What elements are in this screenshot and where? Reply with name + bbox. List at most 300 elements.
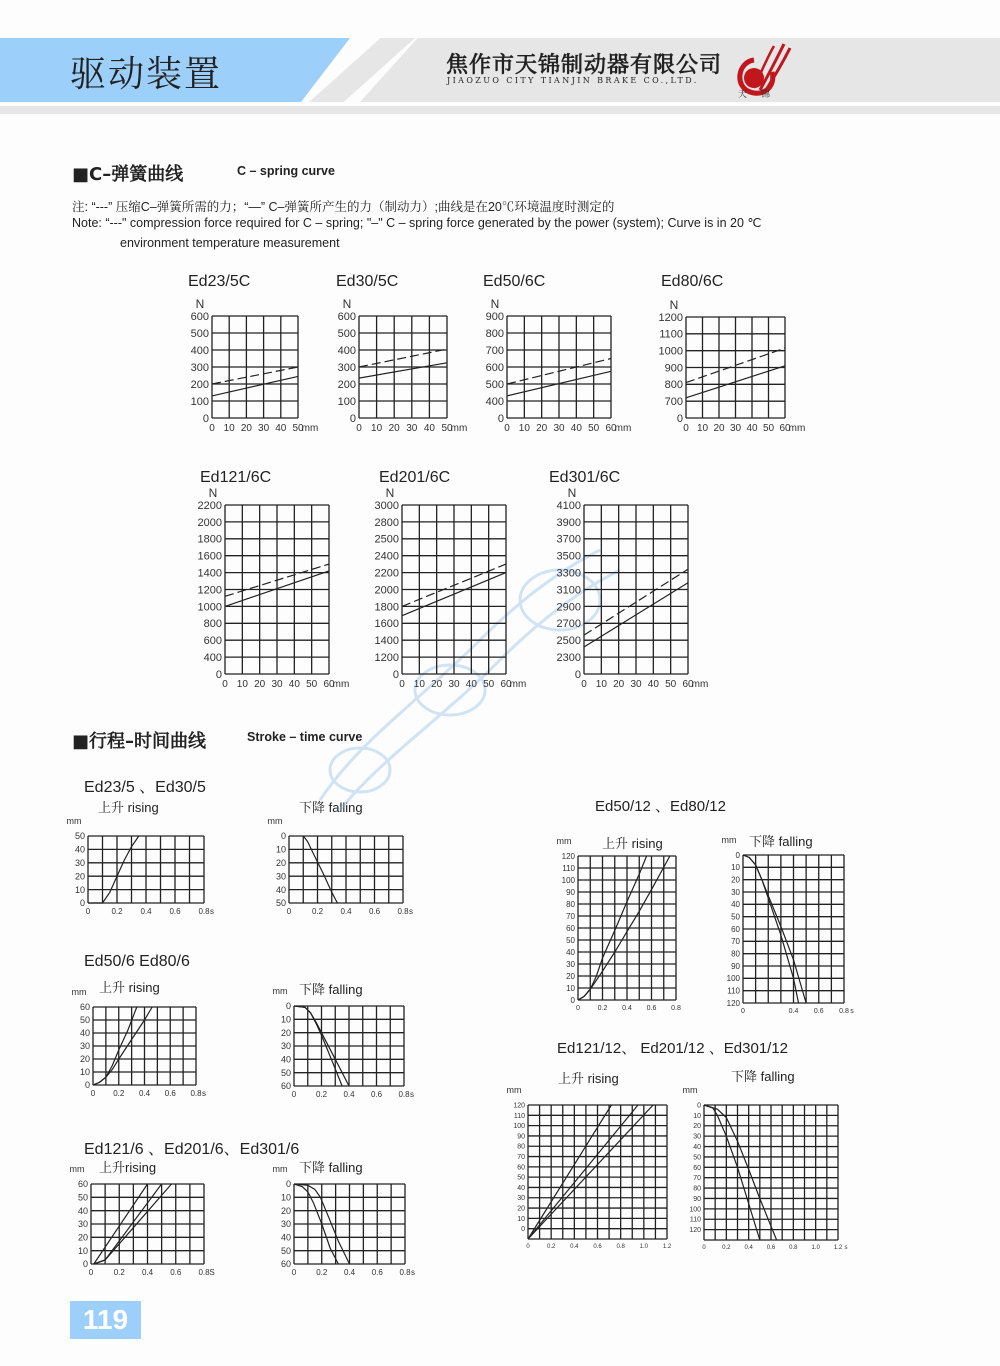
y-tick-label: 70	[731, 937, 740, 947]
rising-label: 上升 rising	[98, 800, 159, 815]
x-tick-label: 0	[286, 907, 292, 916]
y-tick-label: 50	[731, 912, 740, 922]
y-tick-label: 10	[731, 863, 740, 873]
x-tick-label: 40	[465, 679, 477, 690]
x-axis-label: s	[409, 907, 413, 916]
y-tick-label: 40	[693, 1143, 701, 1151]
x-tick-label: 1.2	[833, 1245, 843, 1251]
y-axis-label: mm	[267, 816, 283, 826]
falling-label: 下降 falling	[731, 1069, 795, 1084]
x-tick-label: 30	[729, 423, 742, 434]
y-tick-label: 40	[74, 844, 85, 855]
y-tick-label: 0	[521, 1226, 525, 1234]
y-tick-label: 0	[392, 668, 399, 681]
group-title: Ed121/6 、Ed201/6、Ed301/6	[84, 1141, 300, 1158]
y-tick-label: 2000	[197, 516, 222, 529]
x-tick-label: 10	[371, 423, 383, 434]
y-tick-label: 100	[513, 1123, 525, 1131]
y-axis-label: mm	[69, 1164, 85, 1174]
y-tick-label: 600	[485, 361, 504, 374]
y-tick-label: 40	[566, 947, 575, 957]
x-tick-label: 0	[702, 1245, 706, 1251]
x-axis-label: mm	[332, 679, 350, 690]
y-axis-label: mm	[272, 1164, 288, 1174]
y-tick-label: 60	[280, 1259, 291, 1270]
x-tick-label: 40	[647, 679, 659, 690]
x-tick-label: 0.2	[113, 1089, 125, 1098]
chart-spring-ed50	[486, 297, 632, 434]
y-tick-label: 2500	[374, 533, 399, 546]
chart-st-ed23-fall	[268, 816, 414, 916]
y-tick-label: 30	[693, 1133, 701, 1141]
y-axis-label: N	[567, 486, 577, 500]
x-tick-label: 60	[323, 679, 335, 690]
x-tick-label: 0	[222, 679, 228, 690]
y-tick-label: 2000	[374, 584, 399, 597]
y-tick-label: 60	[517, 1164, 525, 1172]
y-tick-label: 10	[566, 983, 575, 993]
y-tick-label: 120	[689, 1227, 701, 1235]
y-tick-label: 30	[280, 1041, 291, 1052]
y-tick-label: 20	[74, 871, 85, 882]
chart-st-ed121-12-rise	[507, 1085, 672, 1250]
series-line	[359, 363, 447, 378]
y-tick-label: 0	[735, 850, 740, 860]
x-tick-label: 20	[431, 679, 443, 690]
group-title: Ed23/5 、Ed30/5	[84, 779, 206, 796]
y-tick-label: 0	[79, 898, 85, 909]
y-tick-label: 50	[280, 1067, 291, 1078]
x-axis-label: mm	[509, 679, 527, 690]
y-axis-label: mm	[66, 816, 82, 826]
y-tick-label: 30	[74, 857, 85, 868]
chart-spring-ed30	[338, 297, 468, 434]
y-tick-label: 100	[561, 875, 575, 885]
chart-title: Ed121/6C	[200, 469, 272, 486]
y-tick-label: 2900	[556, 601, 581, 614]
y-tick-label: 60	[79, 1002, 90, 1013]
y-tick-label: 3000	[374, 499, 399, 512]
x-tick-label: 0	[85, 907, 91, 916]
falling-label: 下降 falling	[749, 834, 813, 849]
chart-title: Ed301/6C	[549, 469, 621, 486]
y-tick-label: 50	[275, 898, 286, 909]
x-axis-label: S	[209, 1268, 215, 1277]
x-tick-label: 0.8	[839, 1008, 849, 1015]
x-tick-label: 1.0	[811, 1245, 820, 1251]
y-tick-label: 40	[77, 1205, 88, 1216]
y-tick-label: 10	[693, 1112, 701, 1120]
x-tick-label: 0	[526, 1244, 530, 1250]
group-title: Ed50/12 、Ed80/12	[595, 798, 726, 815]
y-tick-label: 50	[79, 1015, 90, 1026]
x-tick-label: 50	[665, 679, 677, 690]
x-tick-label: 50	[588, 423, 600, 434]
x-tick-label: 1.0	[639, 1244, 649, 1250]
x-tick-label: 0	[741, 1008, 745, 1015]
x-tick-label: 0.4	[138, 1089, 151, 1098]
x-tick-label: 0.2	[113, 1268, 125, 1277]
y-tick-label: 80	[566, 899, 575, 909]
y-axis-label: N	[385, 486, 395, 500]
x-tick-label: 0.8	[398, 1090, 410, 1099]
y-axis-label: mm	[71, 987, 87, 997]
y-tick-label: 90	[731, 961, 740, 971]
x-tick-label: 10	[595, 679, 607, 690]
page-number: 119	[70, 1301, 141, 1339]
chart-st-ed121-fall	[273, 1164, 416, 1277]
y-tick-label: 3300	[556, 567, 581, 580]
x-tick-label: 10	[696, 423, 709, 434]
y-tick-label: 0	[202, 412, 209, 425]
y-tick-label: 0	[349, 412, 356, 425]
x-tick-label: 0.2	[597, 1005, 608, 1012]
y-tick-label: 60	[566, 923, 575, 933]
y-tick-label: 20	[731, 875, 740, 885]
series-line	[212, 376, 298, 396]
y-tick-label: 3500	[556, 550, 581, 563]
section-title-spring-curve: ■C–弹簧曲线	[72, 164, 184, 185]
series-line	[359, 349, 447, 367]
y-axis-label: mm	[682, 1085, 698, 1095]
chart-spring-ed121	[198, 486, 350, 690]
y-axis-label: N	[208, 486, 218, 500]
y-tick-label: 500	[190, 327, 209, 340]
x-tick-label: 0.4	[570, 1244, 579, 1250]
x-tick-label: 30	[271, 679, 283, 690]
x-tick-label: 40	[275, 423, 287, 434]
y-tick-label: 2500	[556, 635, 581, 648]
x-tick-label: 40	[288, 679, 300, 690]
y-tick-label: 1100	[659, 328, 683, 341]
y-axis-label: N	[669, 298, 679, 312]
x-tick-label: 40	[570, 423, 582, 434]
x-tick-label: 0.8	[671, 1005, 681, 1012]
y-tick-label: 0	[215, 668, 222, 681]
x-tick-label: 0.8	[198, 907, 210, 916]
x-tick-label: 0.6	[368, 907, 381, 916]
x-tick-label: 0.4	[141, 1268, 154, 1277]
y-tick-label: 10	[79, 1067, 90, 1078]
y-tick-label: 70	[693, 1175, 701, 1183]
x-axis-label: s	[410, 1090, 414, 1099]
y-tick-label: 80	[731, 949, 740, 959]
y-tick-label: 400	[203, 651, 222, 664]
x-tick-label: 0	[683, 423, 689, 434]
y-axis-label: mm	[506, 1085, 522, 1095]
y-tick-label: 60	[77, 1179, 88, 1190]
y-tick-label: 20	[275, 857, 286, 868]
y-tick-label: 30	[566, 959, 575, 969]
x-tick-label: 40	[423, 423, 435, 434]
x-tick-label: 30	[553, 423, 565, 434]
x-tick-label: 0.8	[198, 1268, 210, 1277]
y-tick-label: 50	[77, 1192, 88, 1203]
company-name-cn: 焦作市天锦制动器有限公司	[446, 52, 723, 78]
y-tick-label: 50	[693, 1154, 701, 1162]
y-tick-label: 20	[566, 971, 575, 981]
y-tick-label: 500	[485, 378, 504, 391]
logo-caption: 天锦	[738, 90, 785, 100]
y-tick-label: 40	[517, 1184, 525, 1192]
x-tick-label: 0.6	[593, 1244, 602, 1250]
x-axis-label: s	[210, 907, 214, 916]
y-tick-label: 10	[74, 884, 85, 895]
y-tick-label: 30	[517, 1195, 525, 1203]
y-tick-label: 100	[337, 395, 356, 408]
rising-label: 上升 rising	[602, 836, 663, 851]
x-tick-label: 0.8	[789, 1245, 798, 1251]
y-tick-label: 200	[190, 378, 209, 391]
y-tick-label: 900	[485, 310, 504, 323]
y-tick-label: 300	[337, 361, 356, 374]
y-tick-label: 0	[280, 831, 286, 842]
y-axis-label: N	[490, 297, 500, 311]
note-cn: 注: “---” 压缩C–弹簧所需的力；“—” C–弹簧所产生的力（制动力）;曲线是在20℃环境温度时测定的	[72, 200, 615, 214]
y-tick-label: 800	[485, 327, 504, 340]
header-title: 驱动装置	[70, 54, 223, 95]
x-axis-label: mm	[691, 679, 709, 690]
y-tick-label: 1200	[658, 311, 683, 324]
y-tick-label: 60	[693, 1164, 701, 1172]
x-tick-label: 60	[779, 423, 791, 434]
y-tick-label: 600	[203, 635, 222, 648]
y-tick-label: 50	[74, 831, 85, 842]
x-tick-label: 0	[88, 1268, 94, 1277]
x-axis-label: s	[411, 1268, 415, 1277]
y-tick-label: 30	[731, 887, 740, 897]
x-tick-label: 20	[388, 423, 400, 434]
series-line	[212, 367, 298, 384]
y-tick-label: 50	[566, 935, 575, 945]
x-tick-label: 50	[306, 679, 318, 690]
y-tick-label: 800	[203, 618, 222, 631]
y-tick-label: 110	[689, 1216, 701, 1224]
y-tick-label: 500	[337, 327, 356, 340]
x-tick-label: 0	[576, 1005, 580, 1012]
chart-title: Ed80/6C	[661, 273, 724, 290]
x-tick-label: 0.6	[646, 1005, 657, 1012]
y-tick-label: 3100	[556, 584, 581, 597]
y-tick-label: 800	[664, 379, 683, 392]
x-tick-label: 0.6	[371, 1268, 383, 1277]
chart-spring-ed301	[557, 486, 709, 690]
x-tick-label: 0.2	[546, 1244, 556, 1250]
y-tick-label: 50	[517, 1174, 525, 1182]
y-tick-label: 110	[562, 863, 575, 873]
y-tick-label: 0	[570, 995, 575, 1005]
y-tick-label: 200	[337, 378, 356, 391]
x-axis-label: s	[844, 1245, 848, 1251]
x-tick-label: 40	[746, 423, 758, 434]
x-tick-label: 0.6	[164, 1089, 176, 1098]
chart-st-ed50-12-fall	[722, 835, 855, 1015]
x-tick-label: 0	[291, 1268, 297, 1277]
x-tick-label: 0.4	[744, 1245, 753, 1251]
y-tick-label: 400	[190, 344, 209, 357]
falling-label: 下降 falling	[299, 800, 363, 815]
x-tick-label: 0.8	[616, 1244, 625, 1250]
x-tick-label: 50	[292, 423, 304, 434]
x-tick-label: 10	[236, 679, 248, 690]
y-tick-label: 0	[285, 1001, 291, 1012]
y-tick-label: 0	[676, 412, 683, 425]
x-axis-label: mm	[450, 423, 468, 434]
y-tick-label: 60	[280, 1081, 291, 1092]
y-axis-label: mm	[272, 986, 288, 996]
x-tick-label: 10	[223, 423, 235, 434]
x-tick-label: 30	[630, 679, 642, 690]
y-tick-label: 90	[517, 1133, 525, 1141]
note-en-line2: environment temperature measurement	[120, 236, 340, 250]
x-tick-label: 60	[682, 679, 694, 690]
company-name-en: JIAOZUO CITY TIANJIN BRAKE CO.,LTD.	[447, 76, 699, 85]
y-tick-label: 1600	[374, 618, 399, 631]
y-tick-label: 100	[726, 974, 740, 984]
section-title-stroke-time: ■行程–时间曲线	[72, 731, 207, 752]
chart-spring-ed23	[191, 297, 319, 434]
y-tick-label: 90	[566, 887, 575, 897]
y-tick-label: 120	[561, 851, 575, 861]
falling-label: 下降 falling	[299, 982, 363, 997]
x-tick-label: 0	[291, 1090, 297, 1099]
y-tick-label: 30	[77, 1219, 88, 1230]
x-axis-label: s	[202, 1089, 206, 1098]
chart-st-ed23-rise	[67, 816, 215, 916]
chart-title: Ed23/5C	[188, 273, 251, 290]
chart-st-ed50-rise	[72, 987, 207, 1098]
x-tick-label: 10	[413, 679, 425, 690]
y-tick-label: 20	[280, 1205, 291, 1216]
y-tick-label: 0	[285, 1179, 291, 1190]
section-subtitle-spring-curve: C – spring curve	[237, 164, 335, 178]
y-tick-label: 1000	[197, 601, 222, 614]
y-tick-label: 20	[693, 1123, 701, 1131]
y-tick-label: 600	[190, 310, 209, 323]
y-tick-label: 1800	[374, 601, 399, 614]
x-tick-label: 0.4	[343, 1090, 355, 1099]
x-tick-label: 30	[448, 679, 460, 690]
y-tick-label: 50	[280, 1245, 291, 1256]
x-tick-label: 30	[258, 423, 270, 434]
y-tick-label: 0	[574, 668, 581, 681]
x-tick-label: 0.4	[788, 1008, 799, 1015]
x-tick-label: 0.6	[370, 1090, 383, 1099]
y-tick-label: 10	[275, 844, 286, 855]
y-tick-label: 20	[79, 1054, 90, 1065]
x-tick-label: 0.8	[397, 907, 409, 916]
section-subtitle-stroke-time: Stroke – time curve	[247, 730, 363, 744]
x-axis-label: mm	[301, 423, 319, 434]
y-tick-label: 900	[664, 362, 683, 375]
y-tick-label: 0	[82, 1259, 88, 1270]
y-tick-label: 100	[190, 395, 209, 408]
x-axis-label: mm	[788, 423, 806, 434]
y-tick-label: 2700	[556, 618, 581, 631]
y-tick-label: 40	[280, 1232, 291, 1243]
x-tick-label: 50	[762, 423, 775, 434]
y-tick-label: 30	[280, 1219, 291, 1230]
y-tick-label: 10	[280, 1192, 291, 1203]
chart-st-ed121-rise	[70, 1164, 215, 1277]
y-axis-label: N	[342, 297, 352, 311]
y-tick-label: 3900	[556, 516, 581, 529]
x-tick-label: 50	[441, 423, 453, 434]
x-axis-label: s	[850, 1008, 854, 1015]
x-tick-label: 0.4	[343, 1268, 356, 1277]
chart-spring-ed201	[375, 486, 527, 690]
y-tick-label: 40	[731, 900, 740, 910]
x-tick-label: 0.2	[111, 907, 123, 916]
x-tick-label: 0.4	[340, 907, 352, 916]
y-tick-label: 100	[689, 1206, 701, 1214]
y-tick-label: 4100	[556, 499, 581, 512]
y-tick-label: 70	[566, 911, 575, 921]
y-tick-label: 10	[280, 1014, 291, 1025]
note-en-line1: Note: “---" compression force required for C – spring; "–" C – spring force generated by the power (system); Curve is in 20 ℃	[72, 216, 762, 230]
y-tick-label: 40	[79, 1028, 90, 1039]
x-tick-label: 0.6	[813, 1008, 824, 1015]
y-tick-label: 60	[731, 924, 740, 934]
y-tick-label: 400	[485, 395, 504, 408]
chart-title: Ed50/6C	[483, 273, 546, 290]
x-tick-label: 0.2	[315, 1090, 328, 1099]
x-tick-label: 0	[504, 423, 510, 434]
y-tick-label: 2400	[374, 550, 399, 563]
y-tick-label: 120	[726, 998, 740, 1008]
x-tick-label: 20	[613, 679, 625, 690]
y-tick-label: 2200	[374, 567, 399, 580]
y-tick-label: 0	[697, 1102, 701, 1110]
y-tick-label: 90	[693, 1195, 701, 1203]
x-tick-label: 0	[581, 679, 587, 690]
x-tick-label: 50	[483, 679, 495, 690]
x-tick-label: 20	[240, 423, 252, 434]
y-tick-label: 110	[727, 986, 740, 996]
rising-label: 上升rising	[99, 1160, 157, 1175]
x-tick-label: 0.4	[140, 907, 152, 916]
chart-title: Ed201/6C	[379, 469, 451, 486]
x-axis-label: mm	[614, 423, 632, 434]
y-tick-label: 1800	[197, 533, 222, 546]
x-tick-label: 60	[500, 679, 512, 690]
chart-st-ed121-12-fall	[683, 1085, 848, 1251]
x-tick-label: 0.2	[722, 1245, 731, 1251]
x-tick-label: 10	[518, 423, 530, 434]
y-axis-label: N	[195, 297, 205, 311]
falling-label: 下降 falling	[299, 1160, 363, 1175]
y-tick-label: 120	[513, 1102, 525, 1110]
y-axis-label: mm	[556, 836, 572, 846]
x-tick-label: 20	[254, 679, 266, 690]
y-tick-label: 80	[517, 1143, 525, 1151]
x-tick-label: 0	[356, 423, 362, 434]
y-tick-label: 30	[79, 1041, 90, 1052]
y-tick-label: 40	[275, 884, 286, 895]
x-tick-label: 0.2	[316, 1268, 328, 1277]
y-tick-label: 300	[190, 361, 209, 374]
x-tick-label: 20	[536, 423, 548, 434]
y-tick-label: 1200	[197, 584, 222, 597]
y-tick-label: 20	[517, 1205, 525, 1213]
y-tick-label: 700	[485, 344, 504, 357]
x-tick-label: 0.6	[170, 1268, 182, 1277]
y-tick-label: 2300	[556, 651, 581, 664]
y-tick-label: 1000	[658, 345, 683, 358]
x-tick-label: 30	[406, 423, 418, 434]
y-tick-label: 30	[275, 871, 286, 882]
y-tick-label: 10	[77, 1245, 88, 1256]
